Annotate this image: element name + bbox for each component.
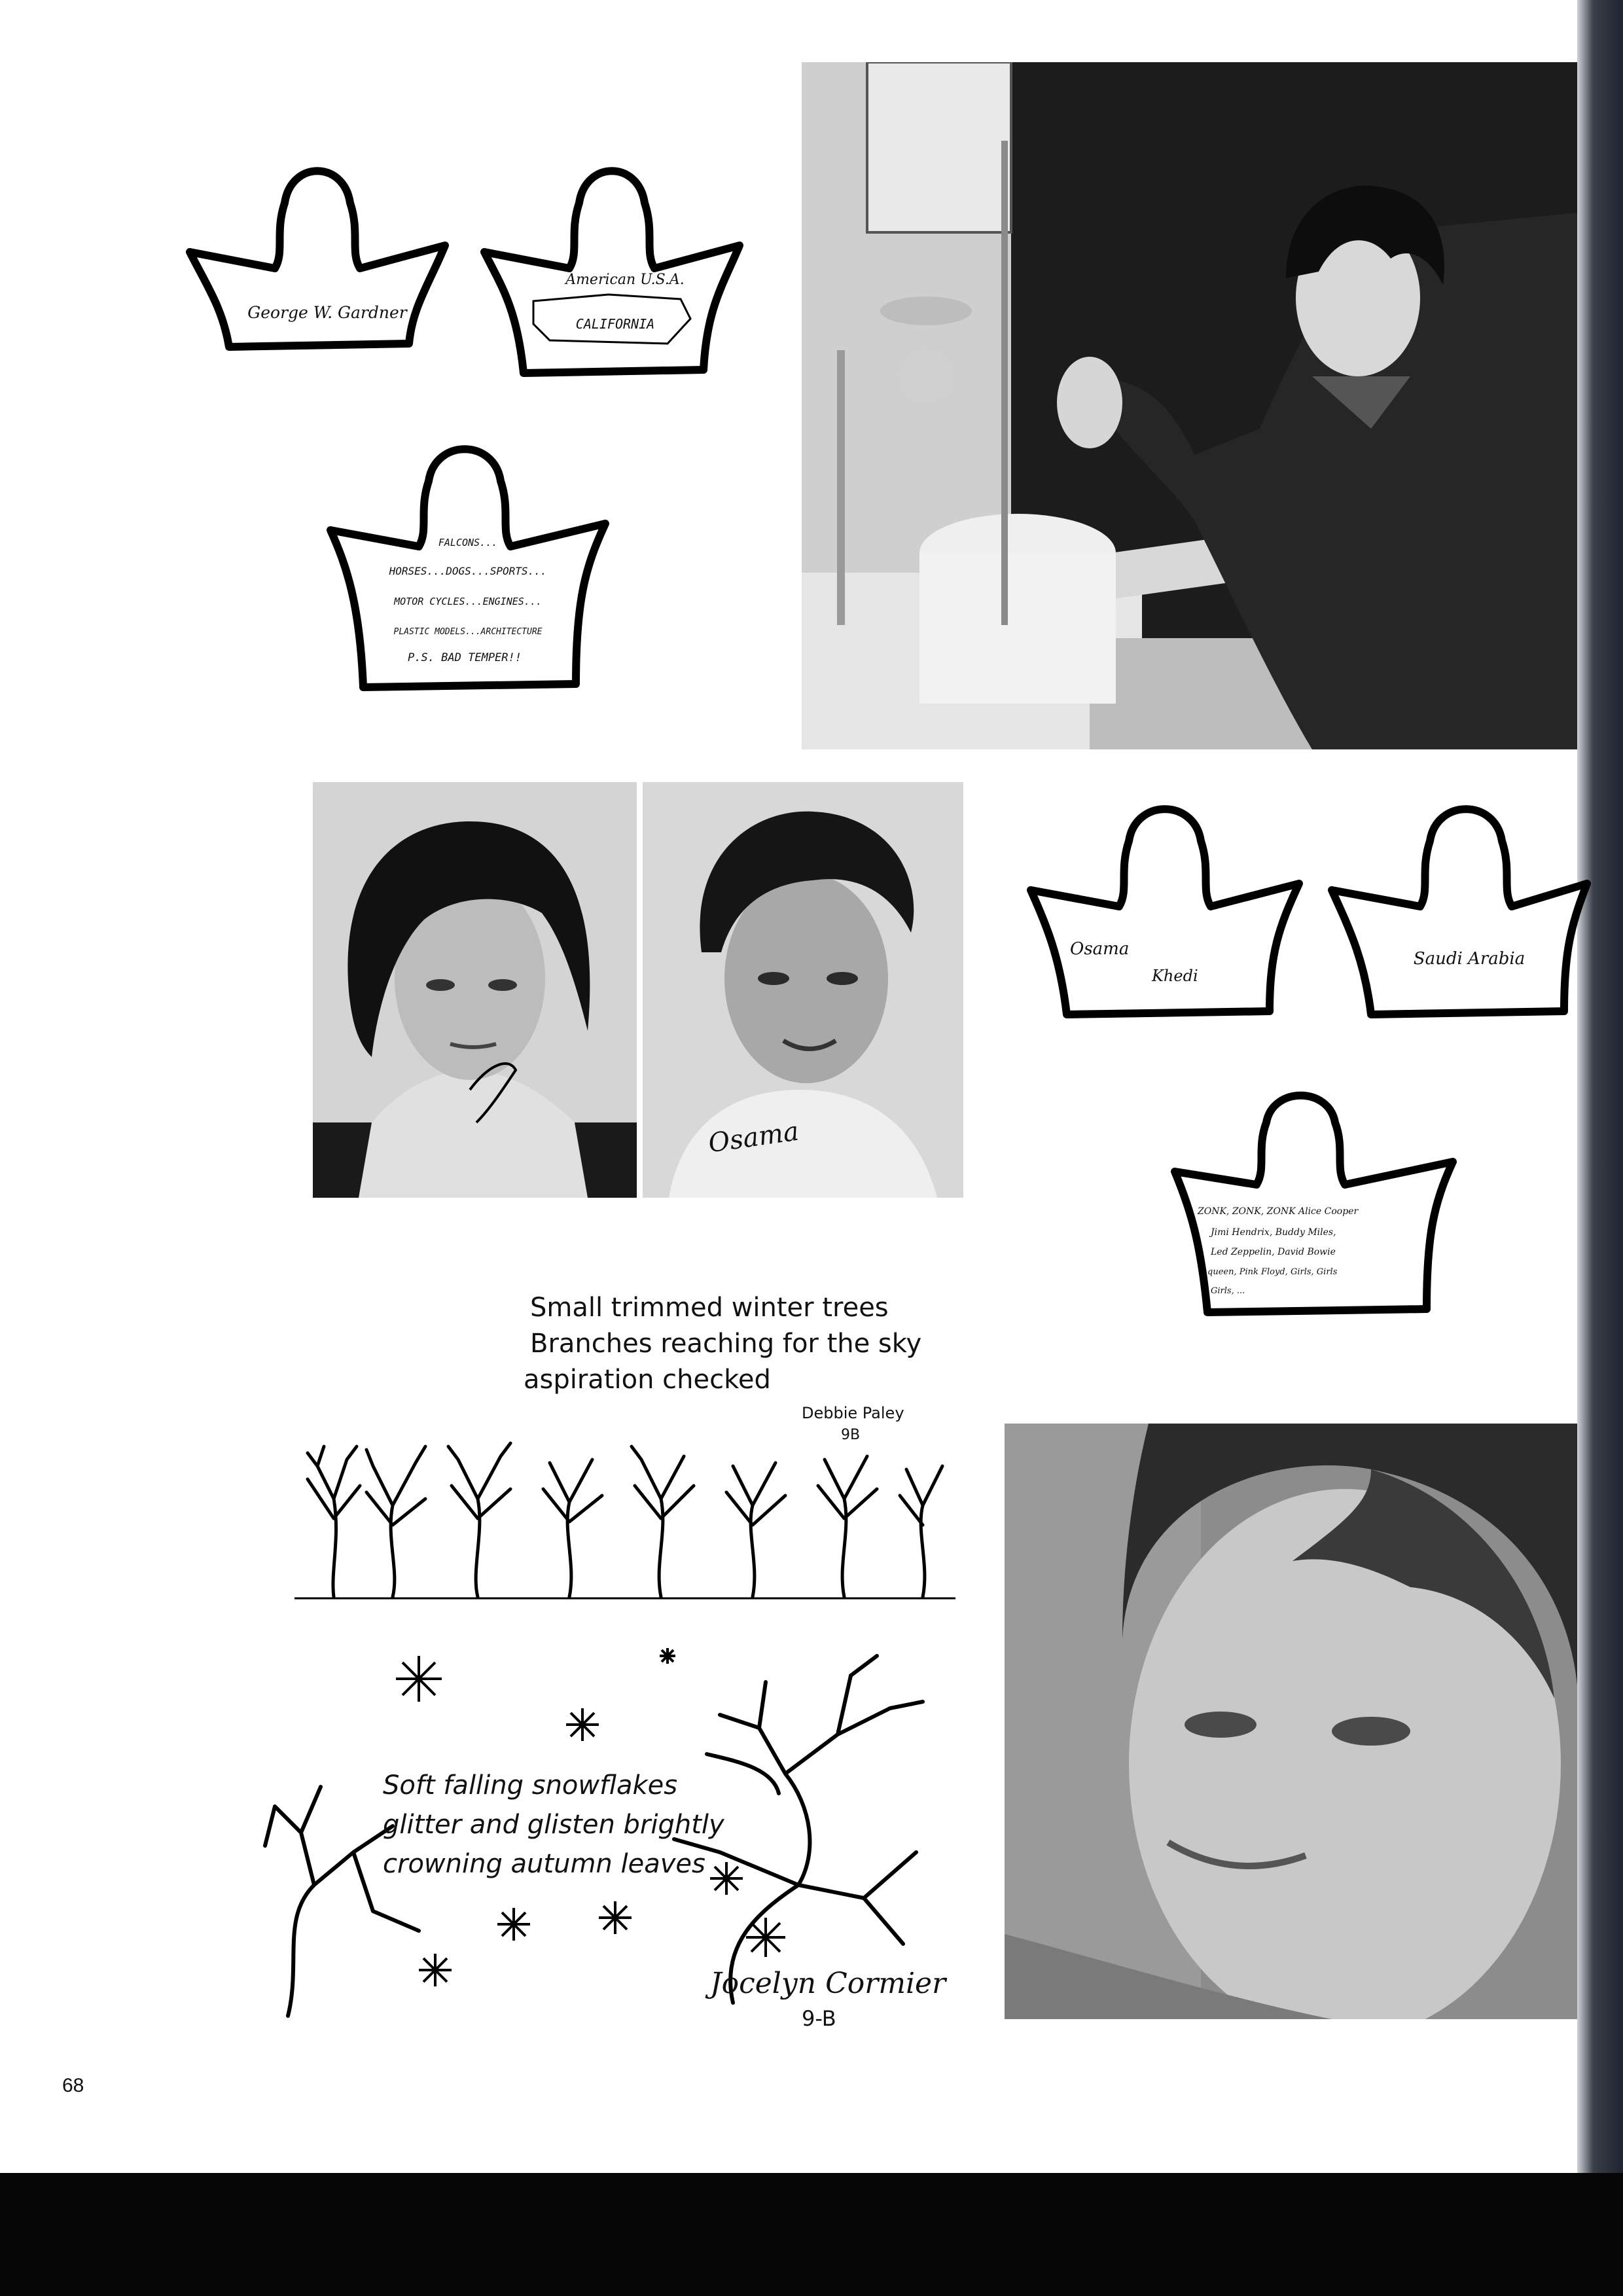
crown-name-text: George W. Gardner [247, 303, 407, 322]
crown-name-2 [1021, 795, 1309, 1021]
crown-name-2-line1: Osama [1070, 939, 1130, 959]
crown-interests-line: HORSES...DOGS...SPORTS... [389, 565, 547, 577]
crown-origin-line2: CALIFORNIA [575, 316, 655, 332]
poem-1-grade: 9B [841, 1427, 861, 1443]
poem-2-grade: 9-B [802, 2006, 836, 2031]
photo-portrait-2 [643, 782, 963, 1198]
poem-2-line: glitter and glisten brightly [383, 1810, 724, 1840]
photo-student-lab [802, 62, 1577, 749]
poem-1-line: Branches reaching for the sky [530, 1329, 922, 1359]
poem-2-line: Soft falling snowflakes [383, 1770, 678, 1801]
winter-trees-illustration [294, 1440, 955, 1600]
poem-2-author: Jocelyn Cormier [710, 1967, 946, 2000]
crown-origin-2 [1322, 795, 1610, 1021]
crown-origin-line1: American U.S.A. [565, 272, 685, 288]
crown-outline-icon [1165, 1086, 1459, 1319]
photo-portrait-1 [313, 782, 637, 1198]
crown-outline-icon [1322, 795, 1610, 1021]
portrait-2-signature: Osama [706, 1116, 801, 1159]
poem-1-author: Debbie Paley [802, 1404, 904, 1422]
crown-outline-icon [1021, 795, 1309, 1021]
page-number: 68 [62, 2075, 84, 2096]
crown-interests [321, 435, 615, 694]
page-edge-shadow [1577, 0, 1623, 2173]
crown-music-line: Led Zeppelin, David Bowie [1211, 1247, 1336, 1257]
crown-interests-line: P.S. BAD TEMPER!! [408, 651, 522, 664]
crown-music-line: queen, Pink Floyd, Girls, Girls [1207, 1267, 1338, 1277]
crown-interests-line: FALCONS... [438, 537, 498, 548]
crown-outline-icon [177, 147, 458, 357]
scan-bottom-band [0, 2173, 1623, 2296]
crown-music-line: Girls, ... [1211, 1286, 1245, 1296]
crown-origin-2-text: Saudi Arabia [1413, 949, 1525, 969]
crown-interests-line: MOTOR CYCLES...ENGINES... [394, 596, 542, 607]
crown-music [1165, 1086, 1459, 1319]
poem-1-line: aspiration checked [524, 1365, 771, 1395]
crown-music-line: ZONK, ZONK, ZONK Alice Cooper [1198, 1206, 1359, 1217]
crown-outline-icon [471, 147, 753, 380]
crown-origin [471, 147, 753, 380]
crown-interests-line: PLASTIC MODELS...ARCHITECTURE [393, 627, 543, 637]
photo-student-closeup [1005, 1424, 1577, 2019]
crown-name-2-line2: Khedi [1152, 967, 1198, 985]
poem-2-line: crowning autumn leaves [383, 1849, 705, 1879]
poem-1-line: Small trimmed winter trees [530, 1293, 889, 1323]
crown-music-line: Jimi Hendrix, Buddy Miles, [1211, 1227, 1336, 1238]
crown-name [177, 147, 458, 357]
